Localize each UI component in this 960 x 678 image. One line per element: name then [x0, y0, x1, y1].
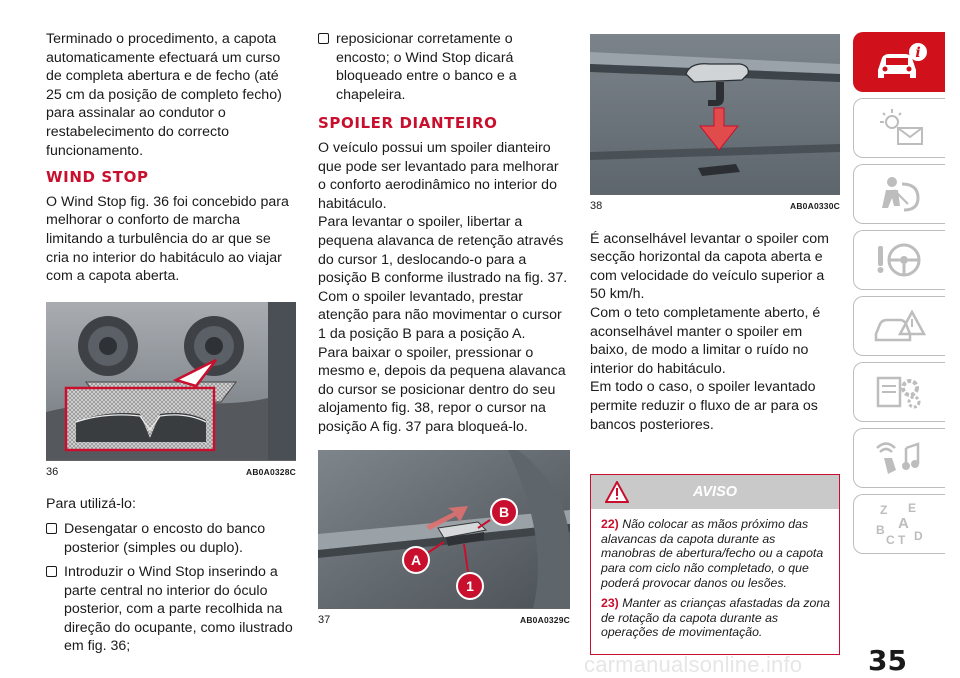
warning-box — [590, 474, 840, 655]
warning-body — [591, 509, 839, 654]
tab-car-info[interactable] — [853, 32, 945, 92]
heading-wind-stop: WIND STOP — [46, 168, 149, 187]
car-info-icon — [872, 40, 928, 84]
index-letter: C — [885, 533, 895, 547]
watermark: carmanualsonline.info — [584, 652, 803, 677]
index-letter: Z — [879, 503, 887, 517]
checkbox-bullet-icon — [318, 33, 329, 44]
multimedia-icon — [872, 436, 928, 480]
warning-item-text: Não colocar as mãos próximo das alavancas da capota durante as manobras de abertura/fecho ou a capota para com ciclo não completado, o que poderá provocar danos ou lesões. — [601, 517, 824, 590]
tab-maintenance[interactable] — [853, 362, 945, 422]
spoiler-paragraph: O veículo possui um spoiler dianteiro que pode ser levantado para melhorar o conforto aerodinâmico no interior do habitáculo. Para levantar o spoiler, libertar a pequena alavanca de retenção através do cursor 1, deslocando-o para a posição B conforme ilustrado na fig. 37. Com o spoiler levantado, prestar atenção para não movimentar o cursor 1 da posição B para a posição A. Para baixar o spoiler, pressionar o mesmo e, depois da pequena alavanca do cursor se posicionar dentro do seu alojamento fig. 38, repor o cursor na posição A fig. 37 para bloqueá-lo. — [318, 139, 568, 435]
figure-36 — [46, 302, 296, 482]
checkbox-bullet-icon — [46, 523, 57, 534]
figure-37-code: AB0A0329C — [520, 615, 570, 626]
warning-item — [601, 596, 831, 640]
fig37-label-b: B — [498, 504, 510, 521]
figure-36-caption — [46, 460, 296, 482]
figure-37 — [318, 450, 570, 630]
tab-safety[interactable] — [853, 164, 945, 224]
windstop-paragraph: O Wind Stop fig. 36 foi concebido para melhorar o conforto de marcha limitando a turbulência do ar que se cria no interior do habitáculo ao viajar com a capota aberta. — [46, 193, 289, 285]
column-1 — [46, 30, 296, 656]
index-letter: A — [897, 515, 909, 532]
tab-emergency[interactable] — [853, 296, 945, 356]
safety-airbag-icon — [872, 172, 928, 216]
usage-intro: Para utilizá-lo: — [46, 496, 136, 513]
fig37-label-1: 1 — [466, 578, 474, 595]
figure-36-image — [46, 302, 296, 460]
chapter-sidebar — [853, 32, 945, 560]
figure-36-code: AB0A0328C — [246, 466, 296, 477]
maintenance-gears-icon — [872, 370, 928, 414]
warning-lights-icon — [872, 106, 928, 150]
fig37-label-a: A — [410, 552, 422, 569]
figure-37-image — [318, 450, 570, 608]
figure-37-caption — [318, 608, 570, 630]
warning-item-number: 22) — [601, 517, 619, 532]
figure-38-number: 38 — [590, 200, 603, 212]
warning-triangle-icon — [605, 481, 629, 503]
tab-starting-driving[interactable] — [853, 230, 945, 290]
intro-paragraph: Terminado o procedimento, a capota automaticamente efectuará um curso de completa abertura e de fecho (até 25 cm da posição de completo fecho) para assinalar ao condutor o restabelecimento do correcto funcionamento. — [46, 31, 282, 159]
warning-header — [591, 475, 839, 509]
bullet-text: Desengatar o encosto do banco posterior (simples ou duplo). — [64, 520, 266, 556]
bullet-item — [46, 563, 296, 656]
index-letter: T — [897, 533, 905, 547]
svg-text:i: i — [914, 45, 921, 61]
checkbox-bullet-icon — [46, 566, 57, 577]
warning-title: AVISO — [692, 483, 738, 500]
alphabetical-index-icon — [872, 500, 928, 548]
heading-spoiler: SPOILER DIANTEIRO — [318, 114, 498, 133]
index-letter: E — [907, 501, 916, 515]
bullet-text: reposicionar corretamente o encosto; o Wind Stop dicará bloqueado entre o banco e a chapeleira. — [336, 31, 517, 103]
column-3 — [590, 34, 840, 655]
bullet-item — [318, 30, 570, 104]
page-number: 35 — [868, 644, 907, 677]
figure-38 — [590, 34, 840, 216]
figure-38-caption — [590, 194, 840, 216]
warning-item-text: Manter as crianças afastadas da zona de rotação da capota durante as operações de movimentação. — [601, 596, 831, 640]
bullet-text: Introduzir o Wind Stop inserindo a parte central no interior do óculo posterior, com a parte recolhida na direção do ocupante, como ilustrado em fig. 36; — [64, 564, 293, 655]
warning-item-number: 23) — [601, 596, 619, 611]
car-emergency-icon — [872, 304, 928, 348]
tab-multimedia[interactable] — [853, 428, 945, 488]
tab-index[interactable] — [853, 494, 945, 554]
figure-36-number: 36 — [46, 465, 59, 478]
tab-warning-lights[interactable] — [853, 98, 945, 158]
index-letter: D — [913, 529, 923, 543]
figure-37-number: 37 — [318, 614, 331, 627]
bullet-item — [46, 520, 296, 557]
column-2 — [318, 30, 570, 630]
figure-38-code: AB0A0330C — [790, 201, 840, 211]
warning-item — [601, 517, 831, 590]
index-letter: B — [875, 523, 885, 537]
col3-paragraph: É aconselhável levantar o spoiler com secção horizontal da capota aberta e com velocidade do veículo superior a 50 km/h. Com o teto completamente aberto, é aconselhável manter o spoiler em baixo, de modo a limitar o ruído no interior do habitáculo. Em todo o caso, o spoiler levantado permite reduzir o fluxo de ar para os bancos posteriores. — [590, 230, 829, 433]
steering-wheel-icon — [872, 238, 928, 282]
figure-38-image — [590, 34, 840, 194]
